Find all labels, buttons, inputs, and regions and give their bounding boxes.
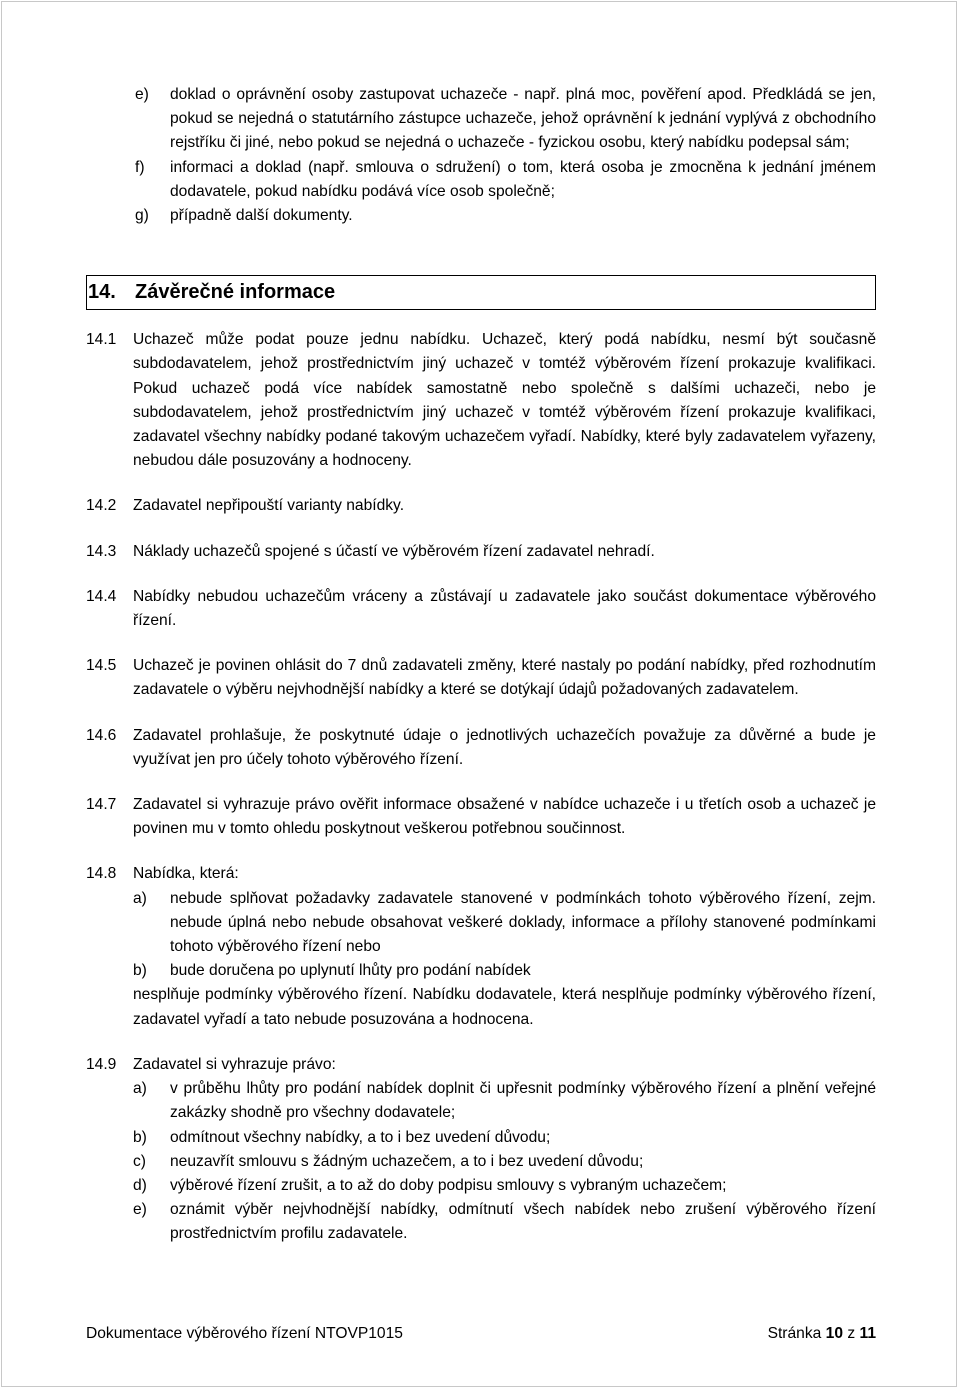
list-marker: a): [133, 889, 147, 907]
list-text: doklad o oprávnění osoby zastupovat uchazeče - např. plná moc, pověření apod. Předkládá se jen, pokud se nejedná o statutárního zástupce uchazeče, jehož oprávnění k jednání vyplývá z obchodního rejstříku či jiné, nebo pokud se nejedná o uchazeče - fyzickou osobu, který nabídku podepsal sám;: [170, 86, 876, 152]
clause-14-3: [86, 540, 876, 564]
list-item: [86, 83, 876, 156]
list-text: odmítnout všechny nabídky, a to i bez uvedení důvodu;: [170, 1128, 551, 1146]
clause-number: 14.6: [86, 726, 117, 744]
clause-number: 14.3: [86, 542, 117, 560]
clause-text: Náklady uchazečů spojené s účastí ve výběrovém řízení zadavatel nehradí.: [133, 542, 655, 560]
page-number: [768, 1322, 876, 1346]
list-text: v průběhu lhůty pro podání nabídek doplnit či upřesnit podmínky výběrového řízení a plnění veřejné zakázky shodně pro všechny dodavatele;: [170, 1080, 876, 1122]
list-marker: b): [133, 962, 147, 980]
clause-text: Zadavatel si vyhrazuje právo ověřit informace obsažené v nabídce uchazeče i u třetích osob a uchazeč je povinen mu v tomto ohledu poskytnout veškerou potřebnou součinnost.: [133, 796, 876, 838]
clause-text: Uchazeč je povinen ohlásit do 7 dnů zadavateli změny, které nastaly po podání nabídky, před rozhodnutím zadavatele o výběru nejvhodnější nabídky a které se dotýkají údajů požadovaných zadavatelem.: [133, 657, 876, 699]
list-item: [133, 959, 876, 983]
clause-14-9: [86, 1053, 876, 1247]
attachments-list: [86, 83, 876, 228]
clause-14-8: [86, 862, 876, 1031]
heading-title: Závěrečné informace: [135, 281, 336, 304]
clause-text: Uchazeč může podat pouze jednu nabídku. Uchazeč, který podá nabídku, nesmí být současně subdodavatelem, jehož prostřednictvím jiný uchazeč v tomtéž výběrovém řízení prokazuje kvalifikaci. Pokud uchazeč podá více nabídek samostatně nebo společně s dalšími uchazeči, nebo je subdodavatelem, jehož prostřednictvím jiný uchazeč v tomtéž výběrovém řízení prokazuje kvalifikaci, zadavatel všechny nabídky podané takovým uchazečem vyřadí. Nabídky, které byly zadavatelem vyřazeny, nebudou dále posuzovány a hodnoceny.: [133, 331, 876, 470]
clause-text: Nabídka, která:: [133, 865, 239, 883]
list-marker: f): [135, 158, 145, 176]
list-item: [133, 887, 876, 960]
list-text: bude doručena po uplynutí lhůty pro podání nabídek: [170, 962, 531, 980]
list-marker: a): [133, 1080, 147, 1098]
clause-conclusion: nesplňuje podmínky výběrového řízení. Nabídku dodavatele, která nesplňuje podmínky výběrového řízení, zadavatel vyřadí a tato nebude posuzována a hodnocena.: [133, 986, 876, 1028]
list-text: nebude splňovat požadavky zadavatele stanovené v podmínkách tohoto výběrového řízení, zejm. nebude úplná nebo nebude obsahovat veškeré doklady, informace a přílohy stanovené podmínkami tohoto výběrového řízení nebo: [170, 889, 876, 956]
page-current: 10: [825, 1325, 844, 1342]
list-text: neuzavřít smlouvu s žádným uchazečem, a to i bez uvedení důvodu;: [170, 1152, 644, 1170]
clause-14-6: [86, 724, 876, 772]
clause-text: Zadavatel nepřipouští varianty nabídky.: [133, 497, 405, 515]
list-item: [133, 1150, 876, 1174]
clause-14-7: [86, 793, 876, 841]
page-separator: z: [847, 1325, 856, 1342]
clause-text: Zadavatel si vyhrazuje právo:: [133, 1055, 336, 1073]
list-item: [133, 1077, 876, 1125]
clause-number: 14.4: [86, 587, 117, 605]
list-marker: c): [133, 1152, 146, 1170]
clause-text: Nabídky nebudou uchazečům vráceny a zůstávají u zadavatele jako součást dokumentace výběrového řízení.: [133, 587, 876, 630]
list-text: informaci a doklad (např. smlouva o sdružení) o tom, která osoba je zmocněna k jednání jménem dodavatele, pokud nabídku podává více osob společně;: [170, 158, 876, 200]
list-item: [133, 1174, 876, 1198]
list-item: [86, 156, 876, 204]
clause-number: 14.7: [86, 796, 117, 814]
footer-document-title: Dokumentace výběrového řízení NTOVP1015: [86, 1325, 403, 1342]
clause-14-5: [86, 654, 876, 702]
list-marker: e): [135, 86, 149, 103]
list-marker: d): [133, 1176, 147, 1194]
clause-14-4: [86, 585, 876, 633]
clause-number: 14.1: [86, 331, 117, 349]
list-item: [133, 1126, 876, 1150]
clause-14-2: [86, 494, 876, 518]
list-marker: g): [135, 207, 149, 225]
clause-number: 14.2: [86, 497, 117, 515]
heading-number: 14.: [88, 281, 116, 304]
clause-number: 14.5: [86, 657, 117, 675]
list-text: výběrové řízení zrušit, a to až do doby podpisu smlouvy s vybraným uchazečem;: [170, 1176, 727, 1194]
document-body: [86, 83, 876, 1247]
list-text: oznámit výběr nejvhodnější nabídky, odmítnutí všech nabídek nebo zrušení výběrového řízení prostřednictvím profilu zadavatele.: [170, 1201, 876, 1243]
list-item: [86, 204, 876, 228]
clause-number: 14.8: [86, 865, 117, 883]
section-heading: [86, 275, 876, 310]
list-marker: b): [133, 1128, 147, 1146]
list-item: [133, 1198, 876, 1246]
list-text: případně další dokumenty.: [170, 207, 353, 225]
clause-14-1: [86, 328, 876, 473]
page-total: 11: [859, 1325, 876, 1342]
page-footer: [86, 1322, 876, 1346]
list-marker: e): [133, 1201, 147, 1219]
clause-text: Zadavatel prohlašuje, že poskytnuté údaje o jednotlivých uchazečích považuje za důvěrné a bude je využívat jen pro účely tohoto výběrového řízení.: [133, 726, 876, 768]
clause-number: 14.9: [86, 1055, 117, 1073]
page-label: Stránka: [767, 1325, 822, 1342]
